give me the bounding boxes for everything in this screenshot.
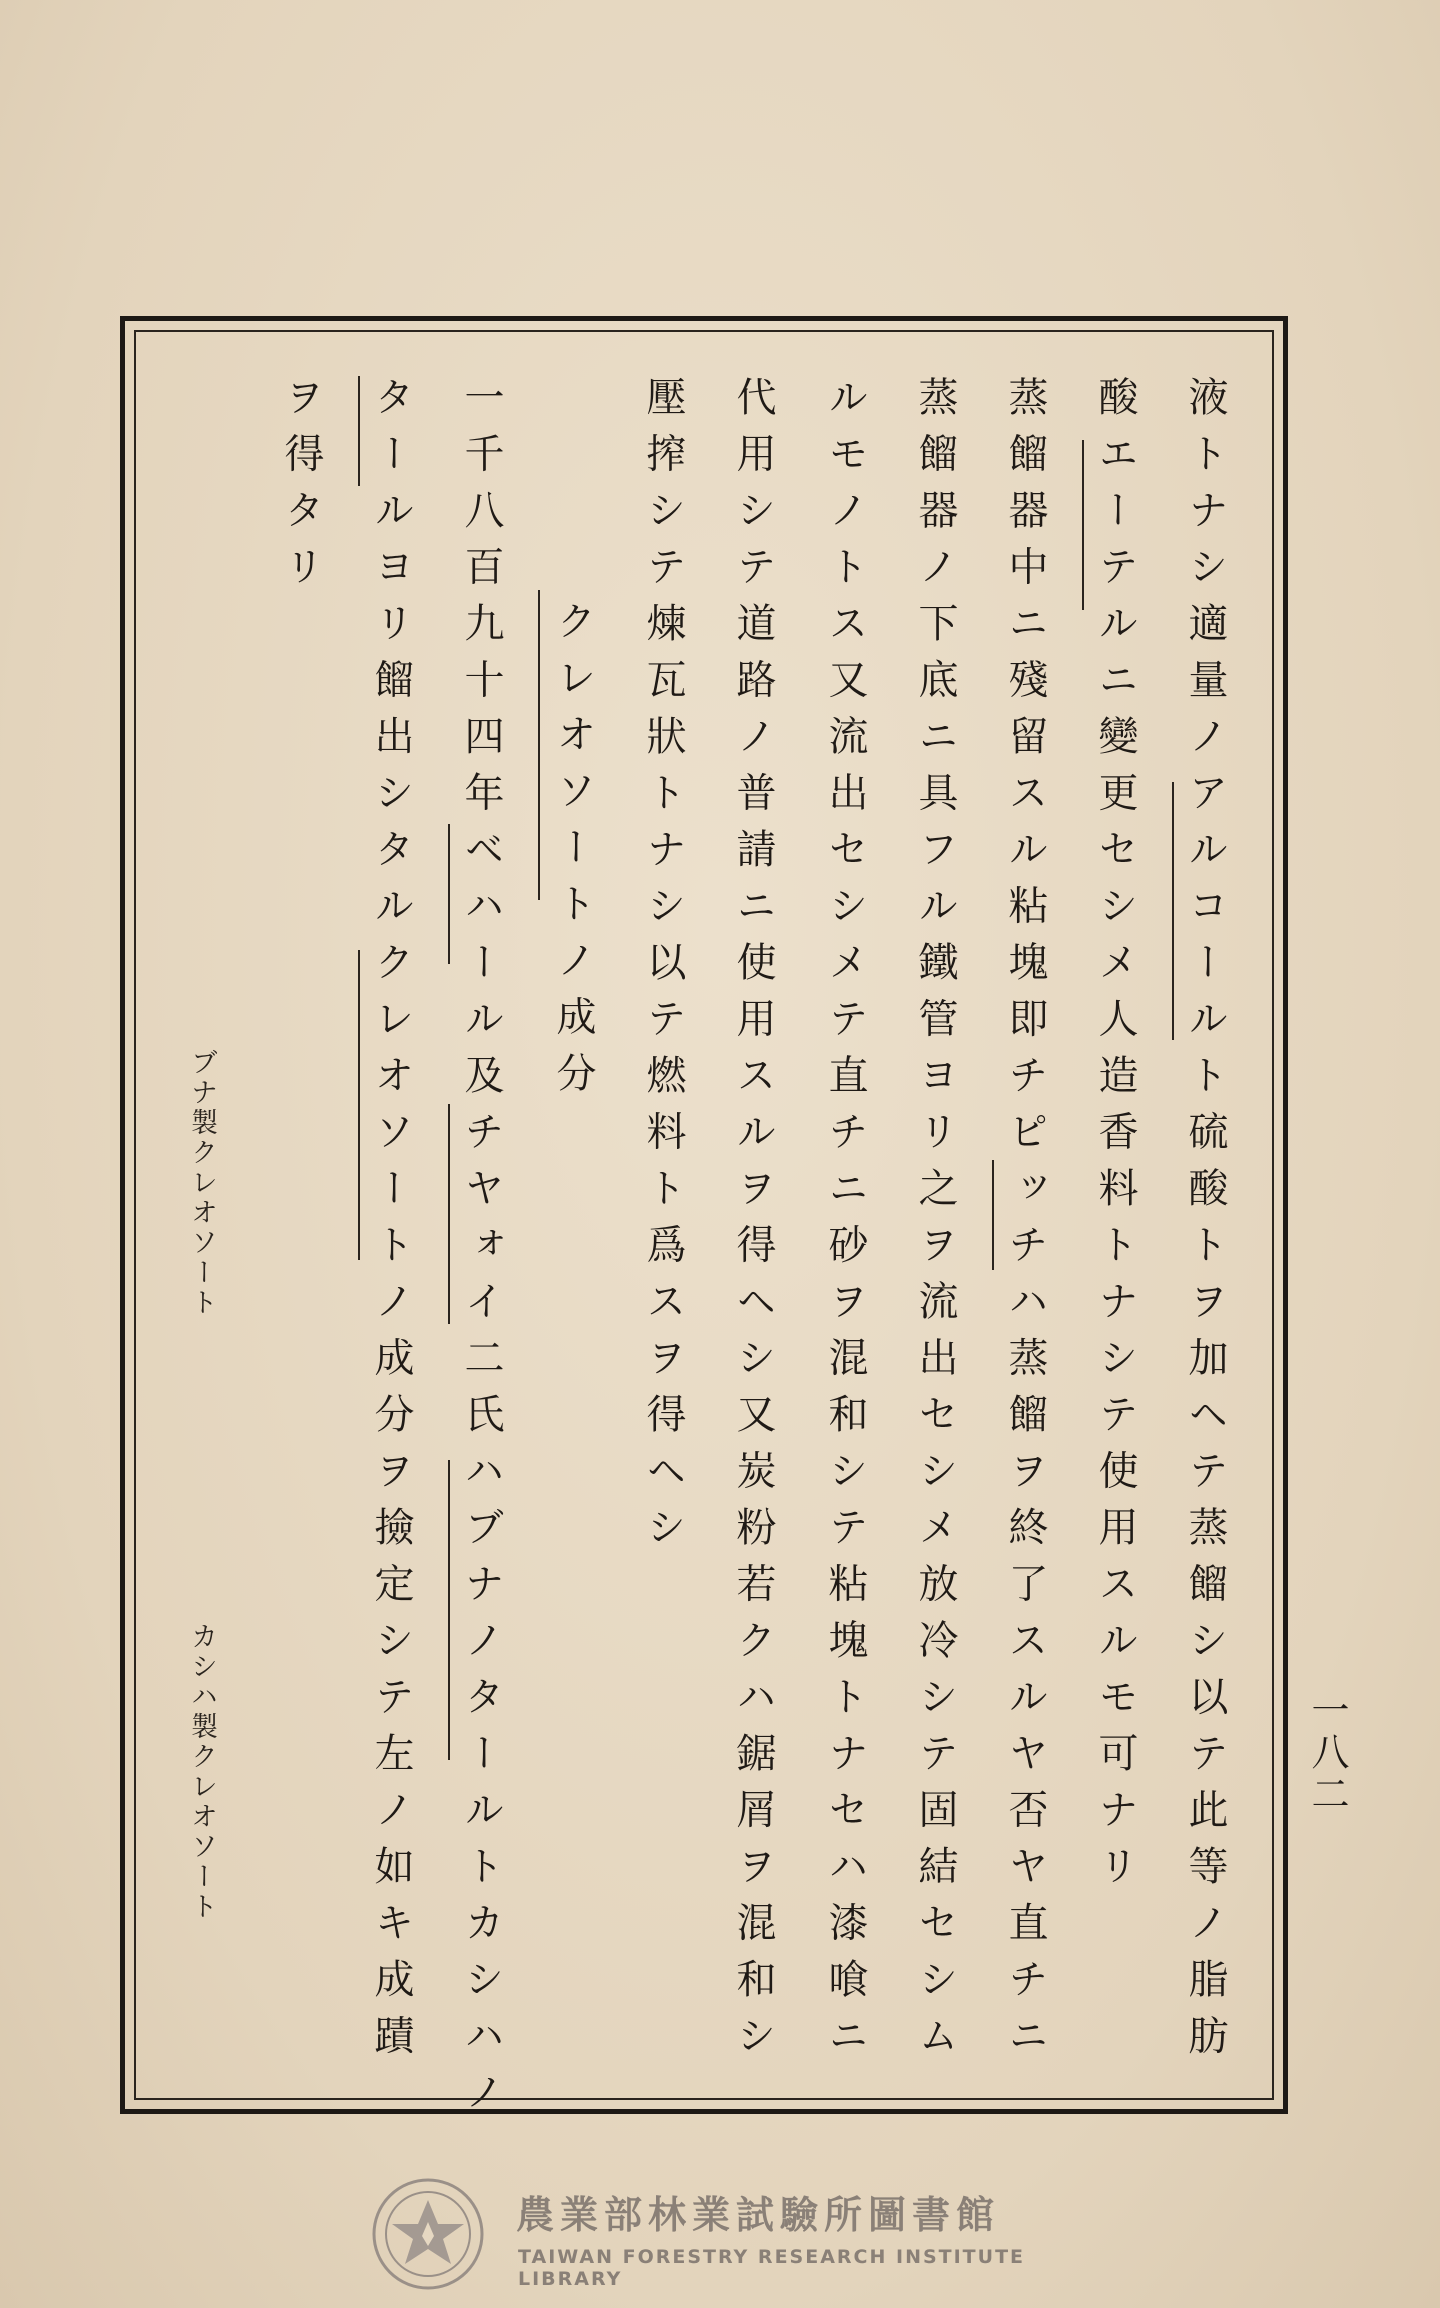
name-rule-9	[358, 950, 360, 1260]
name-rule-8	[358, 376, 360, 486]
name-rule-6	[448, 1104, 450, 1324]
library-seal-icon	[370, 2176, 486, 2292]
text-column-3: 蒸餾器中ニ殘留スル粘塊即チピッチハ蒸餾ヲ終了スルヤ否ヤ直チニ	[1002, 376, 1048, 2071]
library-name-chinese: 農業部林業試驗所圖書館	[516, 2193, 1001, 2237]
text-column-2: 酸エーテルニ變更セシメ人造香料トナシテ使用スルモ可ナリ	[1092, 376, 1138, 1902]
library-name-english: TAIWAN FORESTRY RESEARCH INSTITUTE LIBRARY	[518, 2246, 1026, 2290]
name-rule-2	[1082, 440, 1084, 610]
text-column-7: 壓搾シテ煉瓦狀トナシ以テ燃料ト爲スヲ得ヘシ	[640, 376, 686, 1563]
name-rule-3	[992, 1160, 994, 1270]
name-rule-1	[1172, 782, 1174, 1040]
text-column-5: ルモノトス又流出セシメテ直チニ砂ヲ混和シテ粘塊トナセハ漆喰ニ	[822, 376, 868, 2071]
name-rule-4	[538, 590, 540, 900]
text-column-1: 液トナシ適量ノアルコールト硫酸トヲ加ヘテ蒸餾シ以テ此等ノ脂肪	[1182, 376, 1228, 2071]
section-heading: クレオソートノ成分	[550, 600, 596, 1109]
text-column-10: ヲ得タリ	[278, 376, 324, 602]
name-rule-5	[448, 824, 450, 964]
text-column-9: タールヨリ餾出シタルクレオソートノ成分ヲ撿定シテ左ノ如キ成蹟	[368, 376, 414, 2071]
text-column-6: 代用シテ道路ノ普請ニ使用スルヲ得ヘシ又炭粉若クハ鋸屑ヲ混和シ	[730, 376, 776, 2071]
text-column-8: 一千八百九十四年ベハール及チヤォイ二氏ハブナノタールトカシハノ	[458, 376, 504, 2128]
margin-note-kashiha: カシハ製クレオソート	[186, 1622, 217, 1922]
text-column-4: 蒸餾器ノ下底ニ具フル鐵管ヨリ之ヲ流出セシメ放冷シテ固結セシム	[912, 376, 958, 2071]
library-watermark	[370, 2176, 1070, 2290]
name-rule-7	[448, 1460, 450, 1760]
margin-note-buna: ブナ製クレオソート	[186, 1048, 217, 1318]
page-number: 一八二	[1305, 1690, 1349, 1816]
